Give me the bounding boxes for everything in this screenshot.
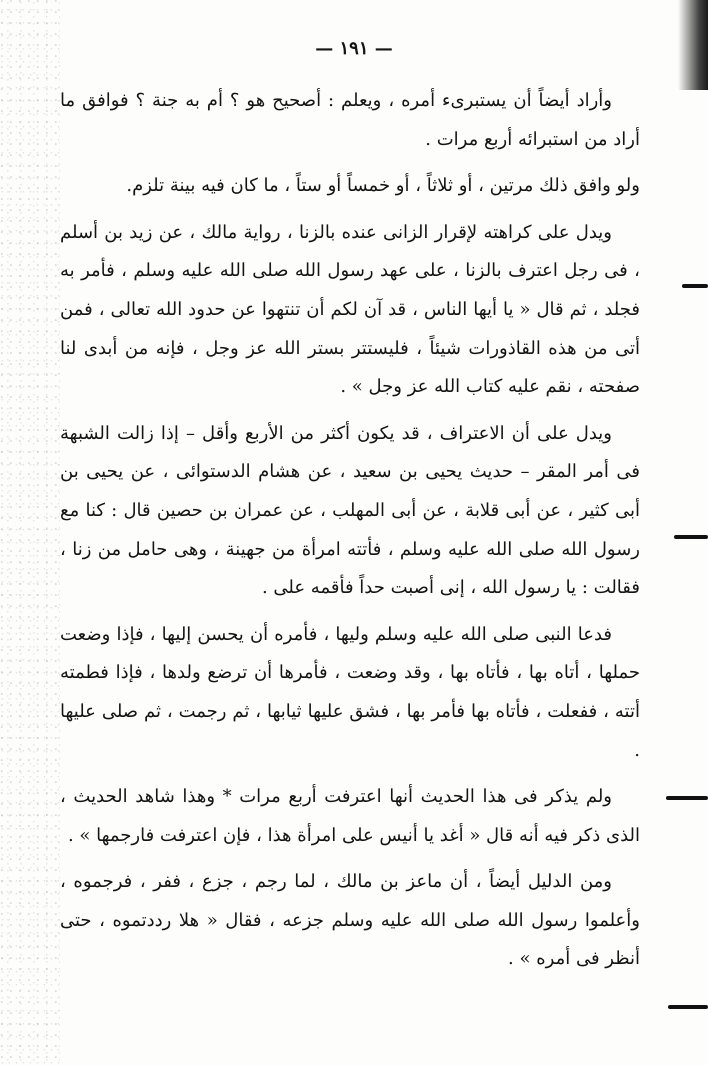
- paragraph: وأراد أيضاً أن يستبرىء أمره ، ويعلم : أصحيح هو ؟ أم به جنة ؟ فوافق ما أراد من استبرائه أربع مرات .: [60, 90, 640, 150]
- edge-mark: [668, 1005, 708, 1009]
- page-number: — ١٩١ —: [315, 38, 393, 59]
- paragraph: ولم يذكر فى هذا الحديث أنها اعترفت أربع مرات * وهذا شاهد الحديث ، الذى ذكر فيه أنه قال « أغد يا أنيس على امرأة هذا ، فإن اعترفت فارجمها » .: [60, 786, 640, 846]
- edge-mark: [682, 284, 708, 288]
- paragraph: ولو وافق ذلك مرتين ، أو ثلاثاً ، أو خمساً أو ستاً ، ما كان فيه بينة تلزم.: [126, 175, 640, 197]
- paragraph: ويدل على كراهته لإقرار الزانى عنده بالزنا ، رواية مالك ، عن زيد بن أسلم ، فى رجل اعترف بالزنا ، على عهد رسول الله صلى الله عليه وسلم ، فأمر به فجلد ، ثم قال « يا أيها الناس ، قد آن لكم أن تنتهوا عن حدود الله تعالى ، فمن أتى من هذه القاذورات شيئاً ، فليستتر بستر الله عز وجل ، فإنه من أبدى لنا صفحته ، نقم عليه كتاب الله عز وجل » .: [60, 221, 640, 398]
- edge-mark: [666, 796, 708, 800]
- body-text: [60, 82, 640, 987]
- paragraph: ويدل على أن الاعتراف ، قد يكون أكثر من الأربع وأقل – إذا زالت الشبهة فى أمر المقر – حديث يحيى بن سعيد ، عن هشام الدستوائى ، عن يحيى بن أبى كثير ، عن أبى قلابة ، عن أبى المهلب ، عن عمران بن حصين قال : كنا مع رسول الله صلى الله عليه وسلم ، فأتته امرأة من جهينة ، وهى حامل من زنا ، فقالت : يا رسول الله ، إنى أصبت حداً فأقمه على .: [60, 422, 641, 599]
- paragraph: ومن الدليل أيضاً ، أن ماعز بن مالك ، لما رجم ، جزع ، ففر ، فرجموه ، وأعلموا رسول الله صلى الله عليه وسلم جزعه ، فقال « هلا رددتموه ، حتى أنظر فى أمره » .: [60, 871, 640, 970]
- paragraph: فدعا النبى صلى الله عليه وسلم وليها ، فأمره أن يحسن إليها ، فإذا وضعت حملها ، أتاه بها ، فأتاه بها ، وقد وضعت ، فأمرها أن ترضع ولدها ، فإذا فطمته أتته ، ففعلت ، فأتاه بها فأمر بها ، فشق عليها ثيابها ، ثم رجمت ، ثم صلى عليها .: [60, 623, 640, 761]
- scan-noise: [0, 0, 60, 1065]
- edge-mark: [674, 535, 708, 539]
